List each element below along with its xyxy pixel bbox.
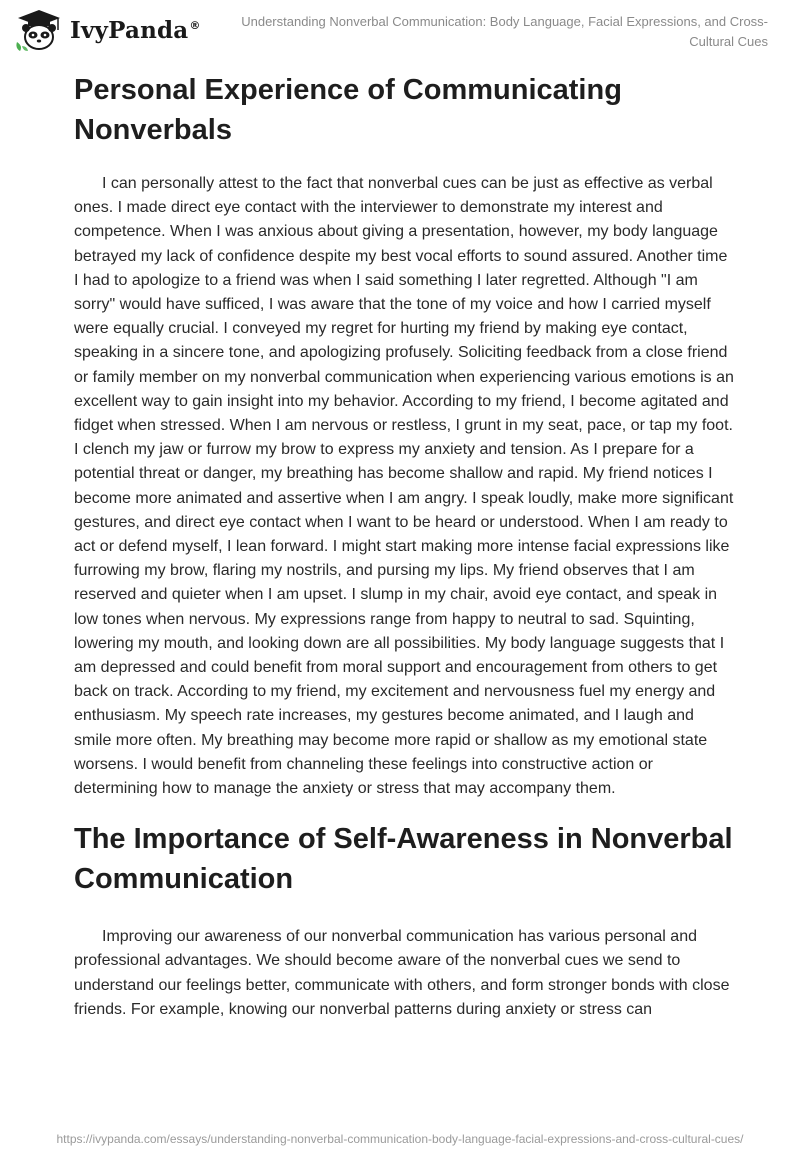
- section-heading-self-awareness: The Importance of Self-Awareness in Nonverbal Communication: [74, 823, 733, 896]
- essay-content: [74, 70, 734, 1022]
- ivypanda-logo[interactable]: [14, 8, 201, 52]
- document-title: Understanding Nonverbal Communication: Body Language, Facial Expressions, and Cross-Cultural Cues: [241, 14, 768, 49]
- page-header: [0, 0, 800, 64]
- logo-text: IvyPanda®: [70, 16, 201, 44]
- section-paragraph-self-awareness: Improving our awareness of our nonverbal communication has various personal and professional advantages. We should become aware of the nonverbal cues we send to understand our feelings better, communicate with others, and form stronger bonds with close friends. For example, knowing our nonverbal patterns during anxiety or stress can: [74, 928, 730, 1018]
- panda-graduate-icon: [14, 8, 64, 52]
- source-url-footer[interactable]: https://ivypanda.com/essays/understanding-nonverbal-communication-body-language-facial-expressions-and-cross-cultural-cues/: [56, 1132, 744, 1146]
- section-heading-personal-experience: Personal Experience of Communicating Nonverbals: [74, 74, 622, 146]
- section-paragraph-personal-experience: I can personally attest to the fact that nonverbal cues can be just as effective as verbal ones. I made direct eye contact with the interviewer to demonstrate my interest and competence. When I was anxious about giving a presentation, however, my body language betrayed my lack of confidence despite my best vocal efforts to sound assured. Another time I had to apologize to a friend was when I said something I later regretted. Although "I am sorry" would have sufficed, I was aware that the tone of my voice and how I carried myself were equally crucial. I conveyed my regret for hurting my friend by making eye contact, speaking in a sincere tone, and apologizing profusely. Soliciting feedback from a close friend or family member on my nonverbal communication when experiencing various emotions is an excellent way to gain insight into my behavior. According to my friend, I become agitated and fidget when stressed. When I am nervous or restless, I grunt in my seat, pace, or tap my foot. I clench my jaw or furrow my brow to express my anxiety and tension. As I prepare for a potential threat or danger, my breathing has become shallow and rapid. My friend notices I become more animated and assertive when I am angry. I speak loudly, make more significant gestures, and direct eye contact when I want to be heard or understood. When I am ready to act or defend myself, I lean forward. I might start making more intense facial expressions like furrowing my brow, flaring my nostrils, and pursing my lips. My friend observes that I am reserved and quieter when I am upset. I slump in my chair, avoid eye contact, and speak in low tones when nervous. My expressions range from happy to neutral to sad. Squinting, lowering my mouth, and looking down are all possibilities. My body language suggests that I am depressed and could benefit from moral support and encouragement from others to get back on track. According to my friend, my excitement and nervousness fuel my energy and enthusiasm. My speech rate increases, my gestures become animated, and I laugh and smile more often. My breathing may become more rapid or shallow as my emotional state worsens. I would benefit from channeling these feelings into constructive action or determining how to manage the anxiety or stress that may accompany them.: [74, 175, 734, 798]
